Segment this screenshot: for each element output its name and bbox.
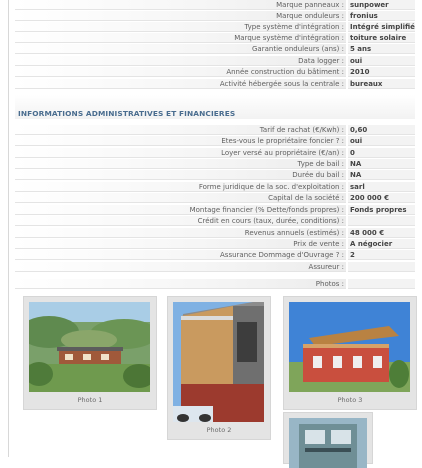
detail-row bbox=[15, 262, 415, 273]
detail-row bbox=[15, 125, 415, 136]
photo-thumbnail[interactable] bbox=[167, 296, 271, 440]
row-value: A négocier bbox=[348, 239, 415, 249]
row-label: Photos : bbox=[15, 279, 346, 289]
photo-image[interactable] bbox=[29, 302, 150, 392]
detail-row bbox=[15, 148, 415, 159]
row-label: Forme juridique de la soc. d'exploitation : bbox=[15, 182, 346, 192]
detail-row bbox=[15, 22, 415, 33]
row-label: Tarif de rachat (€/Kwh) : bbox=[15, 125, 346, 135]
detail-row bbox=[15, 79, 415, 90]
row-label: Crédit en cours (taux, durée, conditions) : bbox=[15, 216, 346, 226]
row-label: Montage financier (% Dette/fonds propres) : bbox=[15, 205, 346, 215]
detail-row bbox=[15, 182, 415, 193]
row-label: Data logger : bbox=[15, 56, 346, 66]
row-label: Assurance Dommage d'Ouvrage ? : bbox=[15, 250, 346, 260]
row-label: Type système d'intégration : bbox=[15, 22, 346, 32]
row-value: bureaux bbox=[348, 79, 415, 89]
row-value: sunpower bbox=[348, 0, 415, 10]
detail-panel bbox=[8, 0, 422, 457]
detail-row bbox=[15, 205, 415, 216]
row-label: Type de bail : bbox=[15, 159, 346, 169]
detail-row bbox=[15, 250, 415, 261]
detail-row bbox=[15, 159, 415, 170]
row-value: oui bbox=[348, 136, 415, 146]
detail-row bbox=[15, 44, 415, 55]
section-title: INFORMATIONS ADMINISTRATIVES ET FINANCIERES bbox=[18, 109, 236, 118]
row-label: Loyer versé au propriétaire (€/an) : bbox=[15, 148, 346, 158]
row-value: 0 bbox=[348, 148, 415, 158]
photo-thumbnail[interactable] bbox=[283, 296, 417, 410]
row-label: Etes-vous le propriétaire foncier ? : bbox=[15, 136, 346, 146]
detail-row bbox=[15, 239, 415, 250]
row-value: 0,60 bbox=[348, 125, 415, 135]
detail-row bbox=[15, 11, 415, 22]
photo-caption: Photo 1 bbox=[77, 396, 103, 404]
row-label: Capital de la société : bbox=[15, 193, 346, 203]
photo-image[interactable] bbox=[289, 418, 367, 468]
detail-row bbox=[15, 136, 415, 147]
row-value: sarl bbox=[348, 182, 415, 192]
photo-thumbnail[interactable] bbox=[283, 412, 373, 464]
row-value bbox=[348, 262, 415, 272]
detail-row bbox=[15, 0, 415, 11]
row-value: Intégré simplifié bbox=[350, 23, 415, 31]
row-label: Assureur : bbox=[15, 262, 346, 272]
row-value: toiture solaire bbox=[348, 33, 415, 43]
row-label: Marque panneaux : bbox=[15, 0, 346, 10]
row-value bbox=[348, 279, 415, 289]
detail-row bbox=[15, 279, 415, 290]
row-value: fronius bbox=[348, 11, 415, 21]
row-value bbox=[348, 216, 415, 226]
row-value: NA bbox=[348, 159, 415, 169]
row-label: Marque onduleurs : bbox=[15, 11, 346, 21]
detail-row bbox=[15, 67, 415, 78]
row-label: Prix de vente : bbox=[15, 239, 346, 249]
row-value: NA bbox=[348, 170, 415, 180]
detail-row bbox=[15, 193, 415, 204]
row-value: Fonds propres bbox=[348, 205, 415, 215]
detail-row bbox=[15, 56, 415, 67]
detail-row bbox=[15, 216, 415, 227]
photo-image[interactable] bbox=[289, 302, 410, 392]
row-label: Année construction du bâtiment : bbox=[15, 67, 346, 77]
detail-row bbox=[15, 33, 415, 44]
row-label: Marque système d'intégration : bbox=[15, 33, 346, 43]
row-value: oui bbox=[348, 56, 415, 66]
row-label: Garantie onduleurs (ans) : bbox=[15, 44, 346, 54]
row-label: Activité hébergée sous la centrale : bbox=[15, 79, 346, 89]
detail-row bbox=[15, 228, 415, 239]
row-value: 2 bbox=[348, 250, 415, 260]
photo-image[interactable] bbox=[173, 302, 264, 422]
row-value: 48 000 € bbox=[348, 228, 415, 238]
photo-thumbnail[interactable] bbox=[23, 296, 157, 410]
row-value: 200 000 € bbox=[348, 193, 415, 203]
row-value: 5 ans bbox=[348, 44, 415, 54]
row-value: 2010 bbox=[348, 67, 415, 77]
detail-row bbox=[15, 170, 415, 181]
photo-caption: Photo 3 bbox=[337, 396, 363, 404]
row-label: Revenus annuels (estimés) : bbox=[15, 228, 346, 238]
row-label: Durée du bail : bbox=[15, 170, 346, 180]
photo-caption: Photo 2 bbox=[206, 426, 232, 434]
